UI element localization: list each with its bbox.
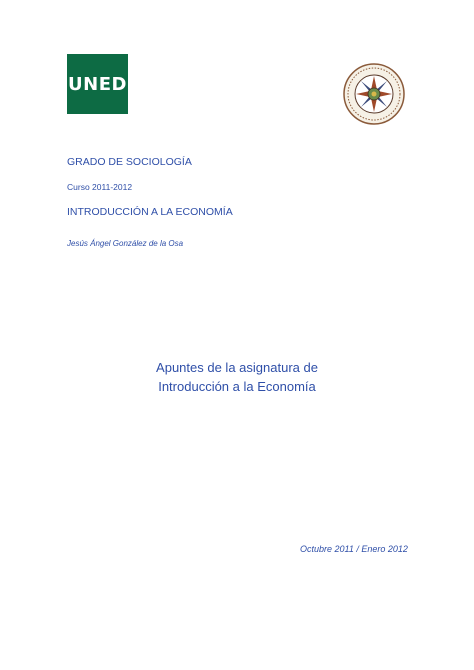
university-seal-icon xyxy=(343,63,405,125)
document-title-line2: Introducción a la Economía xyxy=(158,379,316,394)
author-name: Jesús Ángel González de la Osa xyxy=(67,239,184,248)
uned-logo-text: UNED xyxy=(68,73,127,95)
uned-logo xyxy=(67,54,128,114)
date-range: Octubre 2011 / Enero 2012 xyxy=(300,544,408,554)
document-title-line1: Apuntes de la asignatura de xyxy=(156,360,318,375)
degree-title: GRADO DE SOCIOLOGÍA xyxy=(67,156,192,168)
course-year: Curso 2011-2012 xyxy=(67,182,133,192)
subject-title: INTRODUCCIÓN A LA ECONOMÍA xyxy=(67,206,233,218)
